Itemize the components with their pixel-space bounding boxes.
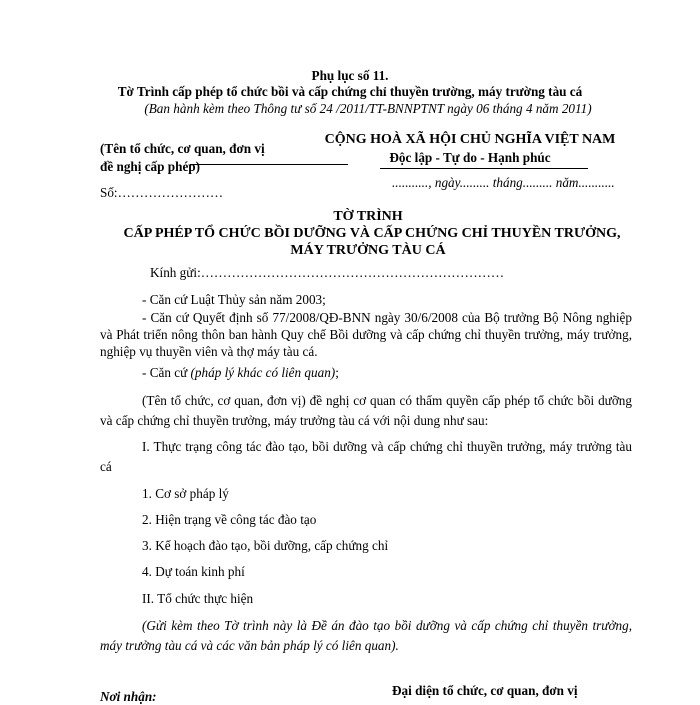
section-2-heading: II. Tổ chức thực hiện (142, 591, 254, 606)
legal-basis-3-prefix: - Căn cứ (142, 365, 191, 380)
section-item-2: 2. Hiện trạng về công tác đào tạo (142, 512, 317, 527)
issuance-note: (Ban hành kèm theo Thông tư số 24 /2011/TT-BNNPTNT ngày 06 tháng 4 năm 2011) (144, 101, 592, 116)
section-item-4: 4. Dự toán kinh phí (142, 564, 245, 579)
appendix-subtitle: Tờ Trình cấp phép tổ chức bồi và cấp chứng chỉ thuyền trường, máy trường tàu cá (117, 84, 583, 99)
legal-basis-1: - Căn cứ Luật Thủy sản năm 2003; (142, 292, 326, 307)
document-number: Số:…………………… (100, 185, 224, 200)
appendix-label: Phụ lục số 11. (311, 68, 389, 83)
place-date-line: ..........., ngày......... tháng......... năm........... (392, 175, 615, 190)
doc-title-line3: MÁY TRƯỞNG TÀU CÁ (290, 243, 446, 258)
motto: Độc lập - Tự do - Hạnh phúc (389, 150, 551, 165)
doc-title: TỜ TRÌNH (333, 209, 403, 224)
section-item-3: 3. Kế hoạch đào tạo, bồi dưỡng, cấp chứng chỉ (142, 538, 389, 553)
org-name-line2: đề nghị cấp phép) (100, 159, 201, 174)
legal-basis-3-italic: (pháp lý khác có liên quan) (190, 365, 336, 380)
recipient-line: Kính gửi:…………………………………………………………… (150, 265, 505, 280)
recipients-label: Nơi nhận: (100, 689, 157, 704)
org-name-line1: (Tên tổ chức, cơ quan, đơn vị (100, 141, 265, 156)
section-1-heading: I. Thực trạng công tác đào tạo, bồi dưỡng và cấp chứng chỉ thuyền trưởng, máy trưởng tàu cá (100, 439, 632, 474)
legal-basis-2: - Căn cứ Quyết định số 77/2008/QĐ-BNN ngày 30/6/2008 của Bộ trưởng Bộ Nông nghiệp và Phát triển nông thôn ban hành Quy chế Bồi dưỡng và cấp chứng chỉ thuyền trưởng, máy trưởng, nghiệp vụ thuyền viên và thợ máy tàu cá. (100, 310, 632, 359)
section-item-1: 1. Cơ sở pháp lý (142, 486, 229, 501)
request-paragraph: (Tên tổ chức, cơ quan, đơn vị) đề nghị cơ quan có thẩm quyền cấp phép tổ chức bồi dưỡng và cấp chứng chỉ thuyền trưởng, máy trưởng tàu cá với nội dung như sau: (100, 393, 632, 428)
doc-title-line2: CẤP PHÉP TỔ CHỨC BỒI DƯỠNG VÀ CẤP CHỨNG CHỈ THUYỀN TRƯỞNG, (123, 226, 621, 241)
legal-basis-3 (142, 365, 339, 381)
legal-basis-3-suffix: ; (335, 365, 339, 380)
signatory-label: Đại diện tổ chức, cơ quan, đơn vị (392, 683, 578, 698)
attachment-note: (Gửi kèm theo Tờ trình này là Đề án đào tạo bồi dưỡng và cấp chứng chỉ thuyền trưởng, máy trưởng tàu cá và các văn bản pháp lý có liên quan). (100, 618, 632, 653)
nation-heading: CỘNG HOÀ XÃ HỘI CHỦ NGHĨA VIỆT NAM (324, 132, 616, 147)
motto-underline (380, 168, 588, 169)
